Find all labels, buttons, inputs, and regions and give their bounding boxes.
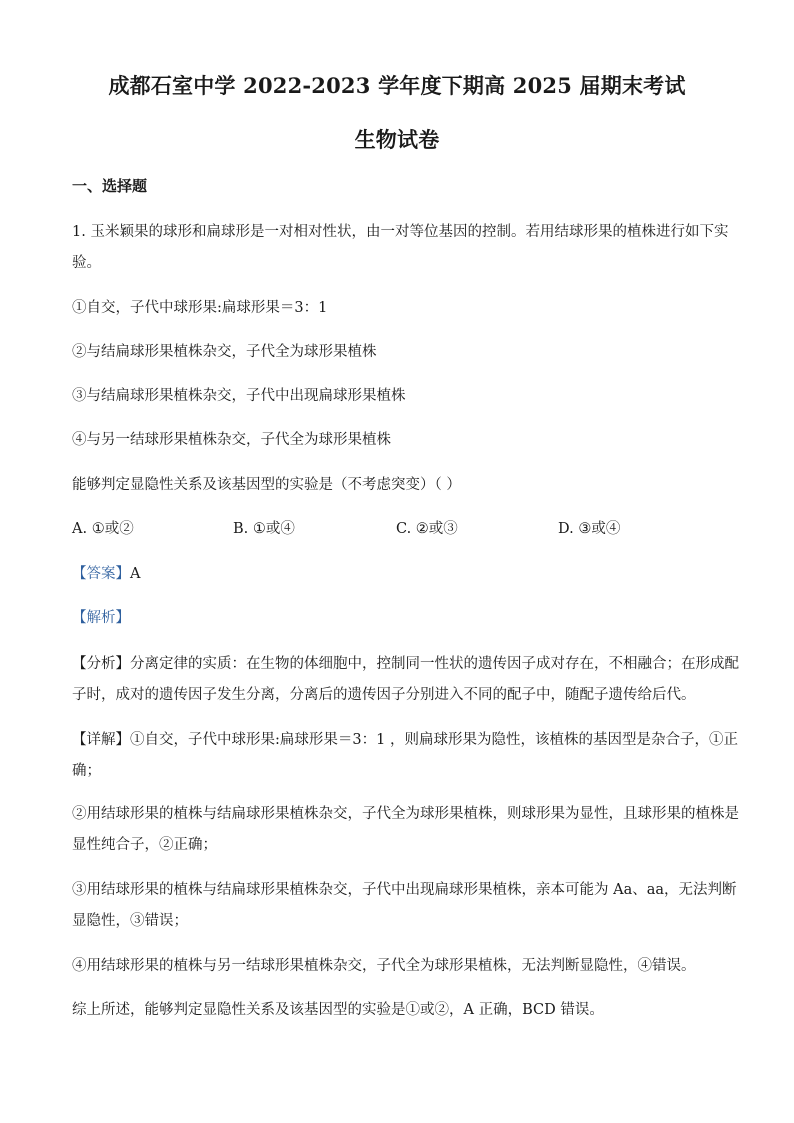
exam-subject: 生物试卷 [354,127,440,152]
option-a: A. ①或② [72,521,134,537]
xiangjie-p3-line1: ③用结球形果的植株与结扁球形果植株杂交，子代中出现扁球形果植株，亲本可能为 Aa、aa，无法判断 [72,882,737,898]
summary-line: 综上所述，能够判定显隐性关系及该基因型的实验是①或②，A 正确，BCD 错误。 [72,1002,604,1018]
xiangjie-p1-line1 [72,730,738,750]
question-stem-line2: 验。 [72,255,101,271]
answer-tag: 【答案】 [72,566,130,582]
fenxi-line1 [72,654,739,674]
question-prompt: 能够判定显隐性关系及该基因型的实验是（不考虑突变）（ ） [72,477,461,493]
option-c: C. ②或③ [396,521,458,537]
question-item-3: ③与结扁球形果植株杂交，子代中出现扁球形果植株 [72,388,406,404]
answer-value: A [130,566,141,582]
fenxi-text1: 分离定律的实质：在生物的体细胞中，控制同一性状的遗传因子成对存在，不相融合；在形成配 [130,656,739,672]
xiangjie-p3-line2: 显隐性，③错误； [72,913,188,929]
analysis-line [72,608,130,628]
xiangjie-p1-text1: ①自交，子代中球形果:扁球形果＝3：1 ，则扁球形果为隐性，该植株的基因型是杂合子，①正 [130,732,738,748]
xiangjie-tag: 【详解】 [72,732,130,748]
question-stem-line1: 1. 玉米颖果的球形和扁球形是一对相对性状，由一对等位基因的控制。若用结球形果的植株进行如下实 [72,224,729,240]
fenxi-tag: 【分析】 [72,656,130,672]
exam-title: 成都石室中学 2022-2023 学年度下期高 2025 届期末考试 [108,73,686,98]
question-item-1: ①自交，子代中球形果:扁球形果＝3：1 [72,300,328,316]
analysis-tag: 【解析】 [72,610,130,626]
xiangjie-p4-line1: ④用结球形果的植株与另一结球形果植株杂交，子代全为球形果植株，无法判断显隐性，④错误。 [72,958,696,974]
xiangjie-p2-line2: 显性纯合子，②正确； [72,837,217,853]
option-d: D. ③或④ [558,521,621,537]
answer-line [72,564,140,584]
fenxi-line2: 子时，成对的遗传因子发生分离，分离后的遗传因子分别进入不同的配子中，随配子遗传给后代。 [72,687,696,703]
xiangjie-p2-line1: ②用结球形果的植株与结扁球形果植株杂交，子代全为球形果植株，则球形果为显性，且球形果的植株是 [72,806,739,822]
section-heading: 一、选择题 [72,177,148,195]
question-item-4: ④与另一结球形果植株杂交，子代全为球形果植株 [72,432,391,448]
question-item-2: ②与结扁球形果植株杂交，子代全为球形果植株 [72,344,377,360]
option-b: B. ①或④ [233,521,295,537]
xiangjie-p1-line2: 确； [72,763,101,779]
